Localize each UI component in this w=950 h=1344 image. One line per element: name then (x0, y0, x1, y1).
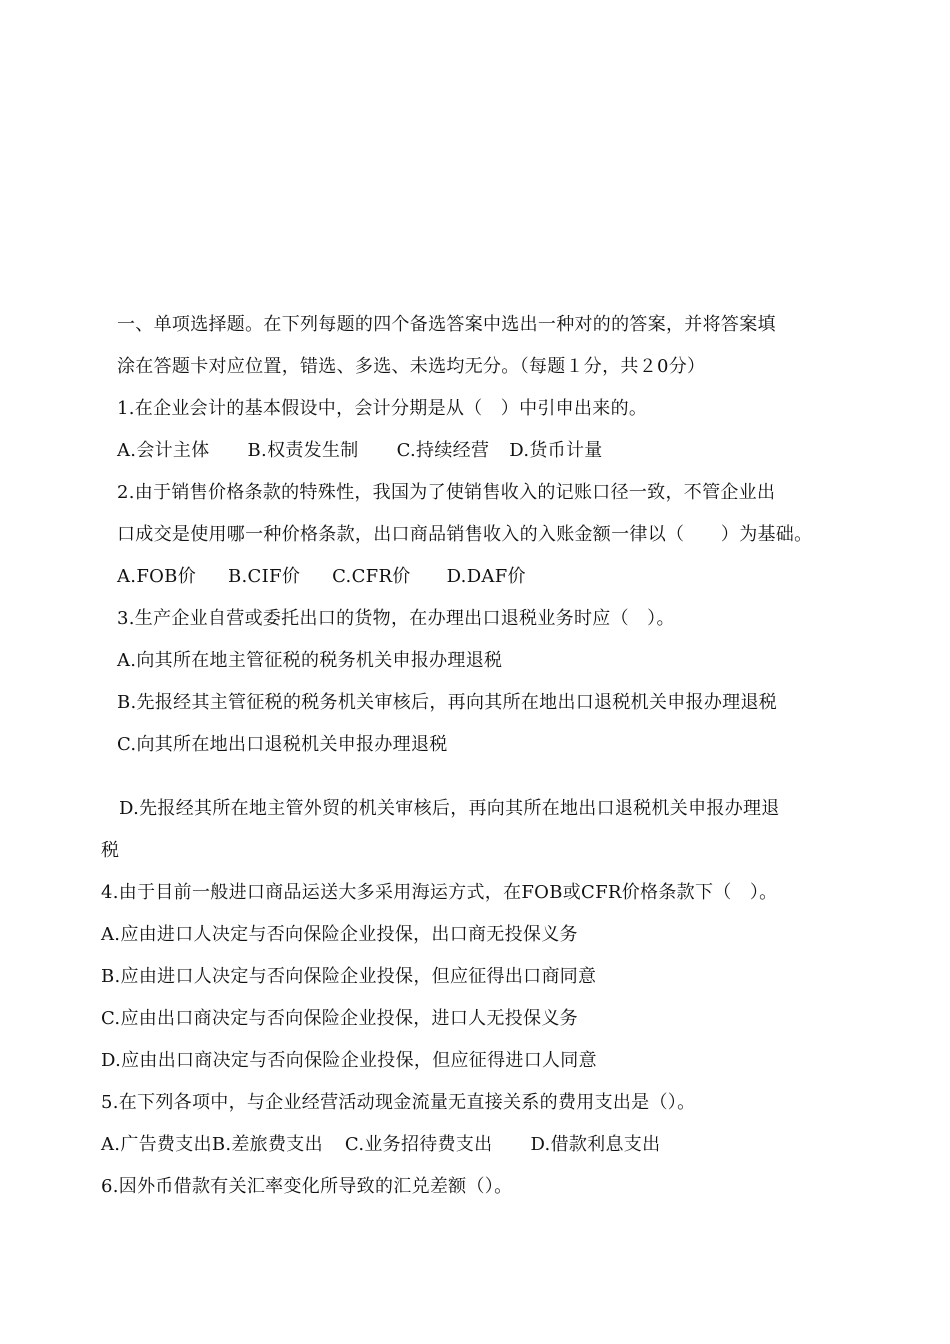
question-1-option-a: A.会计主体 (117, 440, 210, 461)
question-5-option-c: C.业务招待费支出 (344, 1134, 493, 1155)
question-5-option-b: B.差旅费支出 (211, 1134, 323, 1155)
question-3-stem: 3.生产企业自营或委托出口的货物，在办理出口退税业务时应（ ）。 (117, 608, 675, 629)
question-4-option-b: B.应由进口人决定与否向保险企业投保，但应征得出口商同意 (101, 966, 597, 987)
question-1-stem: 1.在企业会计的基本假设中，会计分期是从（ ）中引申出来的。 (117, 398, 648, 419)
question-6-stem: 6.因外币借款有关汇率变化所导致的汇兑差额（）。 (101, 1176, 513, 1197)
question-2-option-c: C.CFR价 (332, 566, 411, 587)
question-5-option-d: D.借款利息支出 (530, 1134, 661, 1155)
question-4-option-a: A.应由进口人决定与否向保险企业投保，出口商无投保义务 (101, 924, 578, 945)
question-4-option-d: D.应由出口商决定与否向保险企业投保，但应征得进口人同意 (101, 1050, 597, 1071)
question-2-stem-line-1: 2.由于销售价格条款的特殊性，我国为了使销售收入的记账口径一致，不管企业出 (117, 482, 776, 503)
question-1-option-b: B.权责发生制 (247, 440, 359, 461)
question-3-option-b: B.先报经其主管征税的税务机关审核后，再向其所在地出口退税机关申报办理退税 (117, 692, 778, 713)
question-1-options (117, 439, 603, 463)
question-2-stem-line-2: 口成交是使用哪一种价格条款，出口商品销售收入的入账金额一律以（ ）为基础。 (117, 524, 813, 545)
question-4-stem: 4.由于目前一般进口商品运送大多采用海运方式，在FOB或CFR价格条款下（ ）。 (101, 882, 778, 903)
question-3-option-c: C.向其所在地出口退税机关申报办理退税 (117, 734, 448, 755)
question-5-options (101, 1133, 660, 1157)
question-3-option-a: A.向其所在地主管征税的税务机关申报办理退税 (117, 650, 503, 671)
question-2-options (117, 565, 526, 589)
question-2-option-a: A.FOB价 (117, 566, 196, 587)
question-3-option-d-line-2: 税 (101, 840, 120, 861)
question-5-stem: 5.在下列各项中，与企业经营活动现金流量无直接关系的费用支出是（）。 (101, 1092, 696, 1113)
question-3-option-d-line-1: D.先报经其所在地主管外贸的机关审核后，再向其所在地出口退税机关申报办理退 (119, 798, 780, 819)
question-5-option-a: A.广告费支出 (101, 1134, 212, 1155)
question-1-option-c: C.持续经营 (396, 440, 490, 461)
question-2-option-d: D.DAF价 (446, 566, 526, 587)
question-2-option-b: B.CIF价 (228, 566, 301, 587)
question-1-option-d: D.货币计量 (509, 440, 603, 461)
question-4-option-c: C.应由出口商决定与否向保险企业投保，进口人无投保义务 (101, 1008, 578, 1029)
section-heading-line-1: 一、单项选择题。在下列每题的四个备选答案中选出一种对的的答案，并将答案填 (117, 314, 776, 335)
section-heading-line-2: 涂在答题卡对应位置，错选、多选、未选均无分。（每题１分，共２0分） (117, 356, 706, 377)
